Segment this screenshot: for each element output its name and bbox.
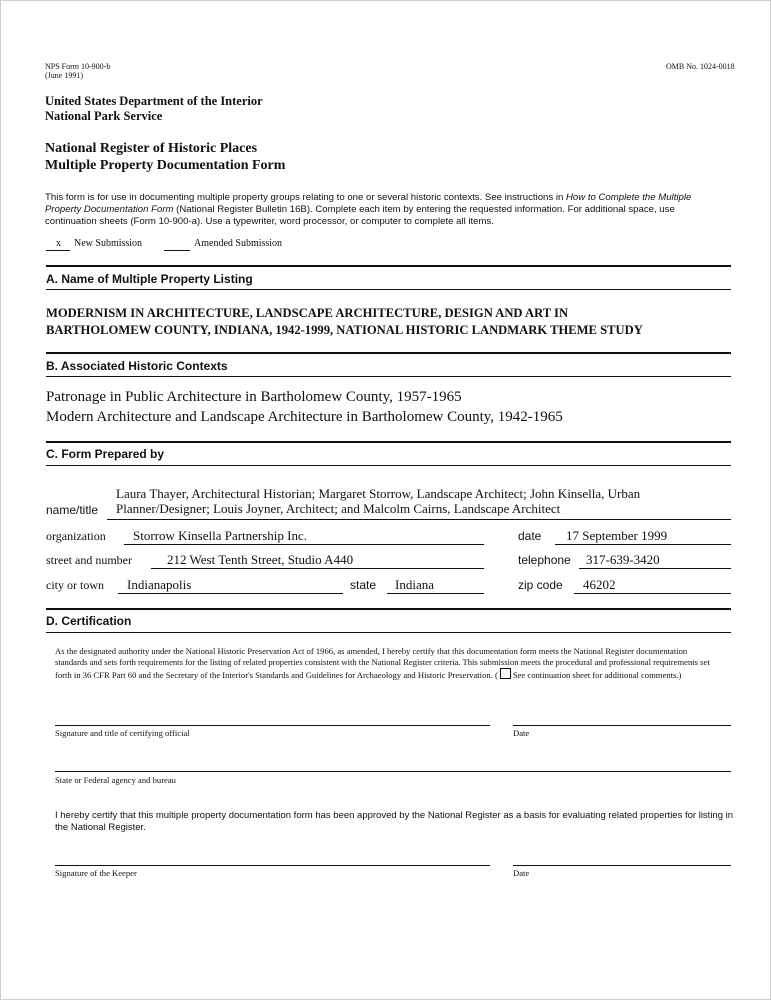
section-d-bottom-rule xyxy=(46,632,731,633)
zip-value[interactable]: 46202 xyxy=(583,577,616,592)
section-d-top-rule xyxy=(46,608,731,610)
certification-statement xyxy=(55,646,720,681)
agency-department: United States Department of the Interior xyxy=(45,94,263,108)
form-date: (June 1991) xyxy=(45,71,83,80)
zip-label: zip code xyxy=(518,578,563,592)
intro-text-1: This form is for use in documenting multiple property groups relating to one or several historic contexts. See instructions in xyxy=(45,192,566,203)
intro-text-2: (National Register Bulletin 16B). Complete each item by entering the requested information. For additional space, use continuation sheets (Form 10-900-a). Use a typewriter, word processor, or computer to complete all items. xyxy=(45,204,675,227)
date-label: date xyxy=(518,529,542,543)
street-label: street and number xyxy=(46,553,132,567)
section-b-bottom-rule xyxy=(46,376,731,377)
approval-statement: I hereby certify that this multiple property documentation form has been approved by the National Register as a basis for evaluating related properties for listing in the National Register. xyxy=(55,810,734,833)
intro-italic-title: How to Complete the Multiple Property Documentation Form xyxy=(45,192,692,215)
section-a-top-rule xyxy=(46,265,731,267)
zip-underline xyxy=(574,593,731,594)
certifying-signature-label: Signature and title of certifying official xyxy=(55,728,190,738)
property-listing-line2: BARTHOLOMEW COUNTY, INDIANA, 1942-1999, NATIONAL HISTORIC LANDMARK THEME STUDY xyxy=(46,323,643,337)
new-submission-label: New Submission xyxy=(74,238,143,249)
form-title-line1: National Register of Historic Places xyxy=(45,141,258,156)
agency-bureau-label: State or Federal agency and bureau xyxy=(55,775,176,785)
historic-context-1: Patronage in Public Architecture in Bartholomew County, 1957-1965 xyxy=(46,389,462,405)
keeper-signature-line[interactable] xyxy=(55,865,490,866)
keeper-signature-label: Signature of the Keeper xyxy=(55,868,137,878)
organization-underline xyxy=(124,544,484,545)
form-number: NPS Form 10-900-b xyxy=(45,62,111,71)
street-underline xyxy=(151,568,484,569)
certification-text: As the designated authority under the National Historic Preservation Act of 1966, as amended, I hereby certify that this documentation form meets the National Register documentation standards and sets forth requirements for the listing of related properties consistent with the National Register criteria. This submission meets the procedural and professional requirements set forth in 36 CFR Part 60 and the Secretary of the Interior's Standards and Guidelines for Archaeology and Historic Preservation. ( xyxy=(55,646,710,680)
certifying-signature-line[interactable] xyxy=(55,725,490,726)
new-submission-mark: x xyxy=(56,238,61,249)
continuation-checkbox[interactable] xyxy=(500,668,511,679)
state-label: state xyxy=(350,578,377,592)
certifying-date-label: Date xyxy=(513,728,530,738)
date-underline xyxy=(555,544,731,545)
omb-number: OMB No. 1024-0018 xyxy=(666,62,735,71)
section-d-heading: D. Certification xyxy=(46,614,132,628)
section-b-top-rule xyxy=(46,352,731,354)
city-value[interactable]: Indianapolis xyxy=(127,577,192,592)
section-a-heading: A. Name of Multiple Property Listing xyxy=(46,272,253,286)
city-label: city or town xyxy=(46,578,104,592)
section-c-top-rule xyxy=(46,441,731,443)
name-title-value-line1[interactable]: Laura Thayer, Architectural Historian; Margaret Storrow, Landscape Architect; John Kinsella, Urban xyxy=(116,486,641,501)
organization-value[interactable]: Storrow Kinsella Partnership Inc. xyxy=(133,528,308,543)
name-title-label: name/title xyxy=(46,503,99,517)
section-c-bottom-rule xyxy=(46,465,731,466)
amended-submission-label: Amended Submission xyxy=(194,238,283,249)
section-b-heading: B. Associated Historic Contexts xyxy=(46,359,228,373)
section-c-heading: C. Form Prepared by xyxy=(46,447,165,461)
intro-paragraph xyxy=(45,192,725,228)
state-value[interactable]: Indiana xyxy=(395,577,434,592)
agency-service: National Park Service xyxy=(45,109,163,123)
organization-label: organization xyxy=(46,529,106,543)
historic-context-2: Modern Architecture and Landscape Architecture in Bartholomew County, 1942-1965 xyxy=(46,409,563,425)
keeper-date-line[interactable] xyxy=(513,865,731,866)
telephone-value[interactable]: 317-639-3420 xyxy=(586,552,660,567)
keeper-date-label: Date xyxy=(513,868,530,878)
name-title-underline xyxy=(107,519,731,520)
certifying-date-line[interactable] xyxy=(513,725,731,726)
form-title-line2: Multiple Property Documentation Form xyxy=(45,158,286,173)
section-a-bottom-rule xyxy=(46,289,731,290)
state-underline xyxy=(387,593,484,594)
continuation-text: See continuation sheet for additional comments.) xyxy=(512,670,682,680)
new-submission-blank[interactable] xyxy=(46,250,70,251)
name-title-value-line2[interactable]: Planner/Designer; Louis Joyner, Architect; and Malcolm Cairns, Landscape Architect xyxy=(116,501,561,516)
amended-submission-blank[interactable] xyxy=(164,250,190,251)
agency-bureau-line[interactable] xyxy=(55,771,731,772)
street-value[interactable]: 212 West Tenth Street, Studio A440 xyxy=(167,552,354,567)
property-listing-line1: MODERNISM IN ARCHITECTURE, LANDSCAPE ARCHITECTURE, DESIGN AND ART IN xyxy=(46,306,569,320)
telephone-underline xyxy=(579,568,731,569)
date-value[interactable]: 17 September 1999 xyxy=(566,528,668,543)
city-underline xyxy=(118,593,343,594)
telephone-label: telephone xyxy=(518,553,571,567)
